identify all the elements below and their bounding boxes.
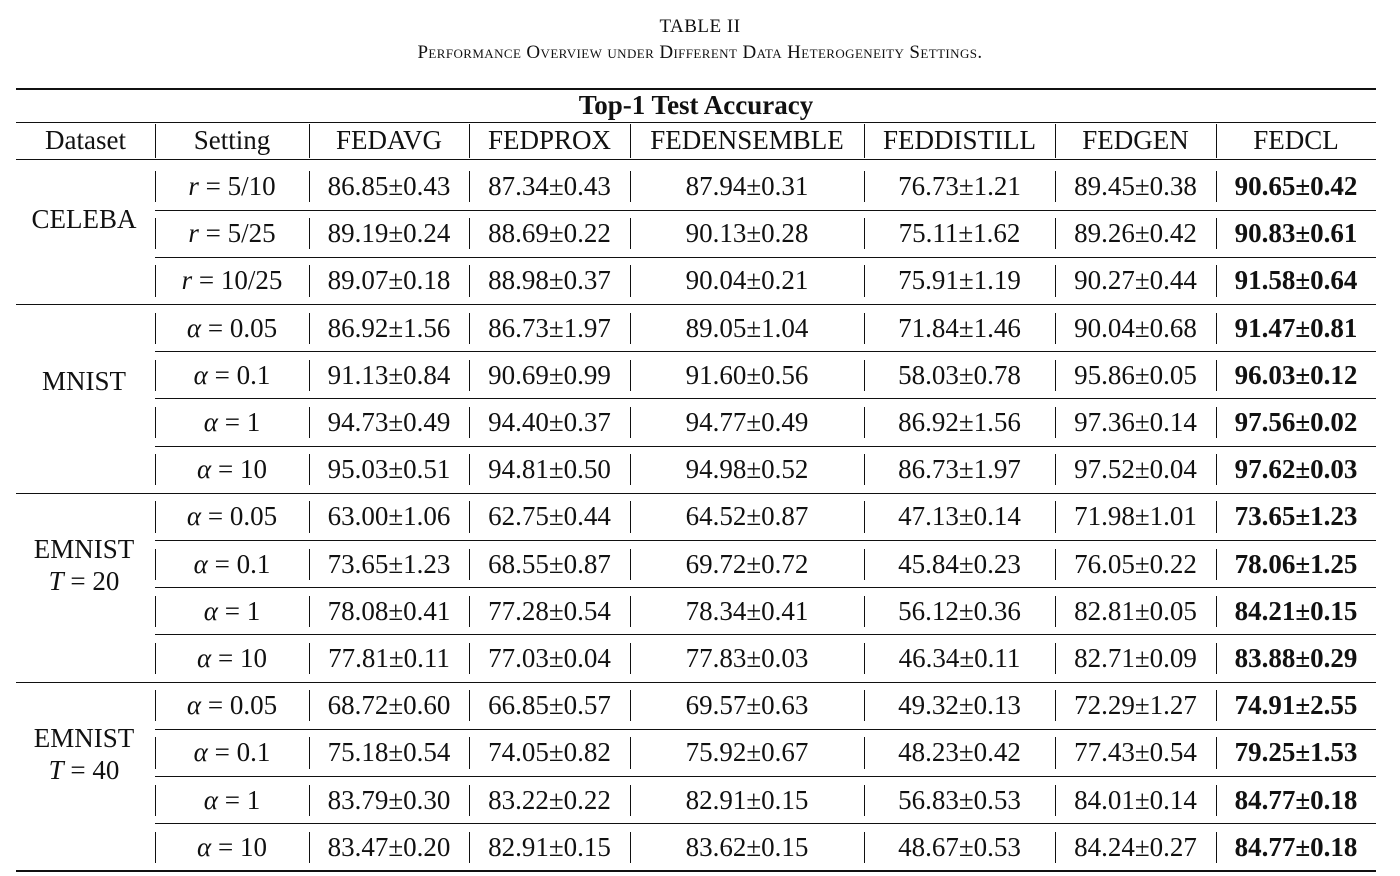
setting-variable: α (203, 784, 218, 815)
column-header-setting: Setting (193, 124, 271, 155)
setting-value: 0.05 (229, 501, 278, 532)
group-header: Top-1 Test Accuracy (578, 89, 814, 120)
setting-value: 10 (239, 454, 267, 485)
fedcl-value-cell: 96.03±0.12 (1234, 359, 1358, 390)
value-cell: 82.91±0.15 (488, 831, 611, 862)
dataset-sub-variable: T (48, 566, 64, 597)
bottom-rule (16, 870, 1376, 872)
value-cell: 64.52±0.87 (685, 501, 809, 532)
value-cell: 71.84±1.46 (898, 312, 1021, 343)
setting-variable: α (193, 737, 208, 768)
value-cell: 97.52±0.04 (1074, 454, 1197, 485)
value-cell: 86.92±1.56 (898, 407, 1021, 438)
value-cell: 97.36±0.14 (1074, 407, 1197, 438)
setting-variable: α (186, 501, 202, 532)
value-cell: 87.34±0.43 (488, 171, 611, 202)
equals-sign: = (201, 312, 230, 343)
value-cell: 86.85±0.43 (327, 171, 451, 202)
value-cell: 75.91±1.19 (898, 265, 1021, 296)
dataset-label: EMNIST (33, 534, 135, 565)
fedcl-value-cell: 83.88±0.29 (1234, 643, 1358, 674)
value-cell: 90.27±0.44 (1074, 265, 1197, 296)
value-cell: 88.69±0.22 (488, 218, 611, 249)
fedcl-value-cell: 84.77±0.18 (1234, 784, 1358, 815)
value-cell: 86.73±1.97 (488, 312, 611, 343)
fedcl-value-cell: 74.91±2.55 (1234, 690, 1358, 721)
equals-sign: = (207, 548, 237, 579)
value-cell: 90.13±0.28 (685, 218, 809, 249)
value-cell: 91.60±0.56 (685, 359, 809, 390)
value-cell: 49.32±0.13 (898, 690, 1021, 721)
value-cell: 89.07±0.18 (327, 265, 451, 296)
fedcl-value-cell: 78.06±1.25 (1234, 548, 1358, 579)
value-cell: 90.04±0.21 (685, 265, 809, 296)
header-separator (309, 124, 310, 158)
column-header-fedgen: FEDGEN (1082, 124, 1189, 155)
setting-cell (155, 777, 309, 824)
value-cell: 68.72±0.60 (327, 690, 451, 721)
value-cell: 78.08±0.41 (327, 595, 451, 626)
equals-sign: = (211, 454, 240, 485)
equals-sign: = (207, 737, 237, 768)
table-caption: Performance Overview under Different Data Heterogeneity Settings. (417, 42, 983, 63)
setting-value: 0.1 (236, 359, 271, 390)
dataset-name (16, 493, 152, 682)
value-cell: 58.03±0.78 (898, 359, 1021, 390)
value-cell: 74.05±0.82 (488, 737, 611, 768)
value-cell: 95.03±0.51 (327, 454, 451, 485)
value-cell: 76.05±0.22 (1074, 548, 1197, 579)
column-header-fedensemble: FEDENSEMBLE (650, 124, 844, 155)
value-cell: 77.28±0.54 (488, 595, 611, 626)
value-cell: 77.03±0.04 (488, 643, 611, 674)
header-separator (1055, 124, 1056, 158)
fedcl-value-cell: 97.56±0.02 (1234, 407, 1358, 438)
equals-sign: = (198, 218, 228, 249)
setting-value: 1 (246, 595, 261, 626)
value-cell: 48.23±0.42 (898, 737, 1021, 768)
fedcl-value-cell: 97.62±0.03 (1234, 454, 1358, 485)
value-cell: 47.13±0.14 (898, 501, 1021, 532)
value-cell: 83.62±0.15 (685, 831, 809, 862)
value-cell: 83.79±0.30 (327, 784, 451, 815)
fedcl-value-cell: 73.65±1.23 (1234, 501, 1358, 532)
setting-variable: α (203, 407, 218, 438)
setting-variable: α (197, 454, 212, 485)
fedcl-value-cell: 91.58±0.64 (1234, 265, 1358, 296)
fedcl-value-cell: 91.47±0.81 (1234, 312, 1358, 343)
value-cell: 46.34±0.11 (898, 643, 1021, 674)
value-cell: 63.00±1.06 (327, 501, 451, 532)
value-cell: 69.57±0.63 (685, 690, 809, 721)
setting-value: 5/10 (227, 171, 276, 202)
value-cell: 56.12±0.36 (898, 595, 1021, 626)
value-cell: 86.92±1.56 (327, 312, 451, 343)
value-cell: 84.24±0.27 (1074, 831, 1197, 862)
setting-value: 0.05 (229, 690, 278, 721)
setting-cell (155, 163, 309, 210)
value-cell: 83.47±0.20 (327, 831, 451, 862)
dataset-label: EMNIST (33, 723, 135, 754)
value-cell: 76.73±1.21 (898, 171, 1021, 202)
dataset-sub-label (49, 754, 120, 786)
value-cell: 89.26±0.42 (1074, 218, 1197, 249)
value-cell: 90.69±0.99 (488, 359, 611, 390)
setting-variable: r (188, 171, 199, 202)
value-cell: 86.73±1.97 (898, 454, 1021, 485)
value-cell: 72.29±1.27 (1074, 690, 1197, 721)
equals-sign: = (211, 643, 240, 674)
value-cell: 77.81±0.11 (328, 643, 450, 674)
fedcl-value-cell: 90.83±0.61 (1234, 218, 1358, 249)
column-header-fedcl: FEDCL (1253, 124, 1339, 155)
value-cell: 69.72±0.72 (685, 548, 809, 579)
value-cell: 62.75±0.44 (488, 501, 611, 532)
fedcl-value-cell: 84.77±0.18 (1234, 831, 1358, 862)
dataset-sub-value: = 20 (63, 566, 120, 597)
equals-sign: = (201, 501, 230, 532)
value-cell: 94.98±0.52 (685, 454, 809, 485)
value-cell: 71.98±1.01 (1074, 501, 1197, 532)
setting-variable: α (203, 595, 218, 626)
value-cell: 78.34±0.41 (685, 595, 809, 626)
value-cell: 94.81±0.50 (488, 454, 611, 485)
value-cell: 89.19±0.24 (327, 218, 451, 249)
setting-cell (155, 588, 309, 635)
setting-cell (155, 635, 309, 682)
setting-variable: α (197, 831, 212, 862)
dataset-name (16, 682, 152, 871)
setting-variable: α (193, 548, 208, 579)
value-cell: 84.01±0.14 (1074, 784, 1197, 815)
value-cell: 89.45±0.38 (1074, 171, 1197, 202)
setting-cell (155, 729, 309, 776)
equals-sign: = (201, 690, 230, 721)
equals-sign: = (217, 595, 247, 626)
setting-value: 0.1 (236, 548, 271, 579)
dataset-name (16, 163, 152, 305)
value-cell: 89.05±1.04 (685, 312, 809, 343)
setting-variable: α (186, 690, 202, 721)
column-header-fedprox: FEDPROX (487, 124, 612, 155)
setting-cell (155, 541, 309, 588)
dataset-sub-label (49, 565, 120, 597)
setting-value: 10/25 (220, 265, 283, 296)
value-cell: 75.11±1.62 (898, 218, 1021, 249)
value-cell: 83.22±0.22 (488, 784, 611, 815)
value-cell: 82.71±0.09 (1074, 643, 1197, 674)
dataset-sub-value: = 40 (63, 755, 120, 786)
value-cell: 73.65±1.23 (327, 548, 451, 579)
value-cell: 94.73±0.49 (327, 407, 451, 438)
value-cell: 75.18±0.54 (327, 737, 451, 768)
header-separator (469, 124, 470, 158)
value-cell: 68.55±0.87 (488, 548, 611, 579)
table-number: TABLE II (659, 16, 741, 37)
setting-variable: r (181, 265, 193, 296)
equals-sign: = (217, 784, 247, 815)
value-cell: 91.13±0.84 (327, 359, 451, 390)
setting-value: 0.1 (236, 737, 271, 768)
setting-cell (155, 824, 309, 871)
header-separator (1216, 124, 1217, 158)
equals-sign: = (217, 407, 247, 438)
setting-cell (155, 352, 309, 399)
value-cell: 66.85±0.57 (488, 690, 611, 721)
value-cell: 82.91±0.15 (685, 784, 809, 815)
value-cell: 95.86±0.05 (1074, 359, 1197, 390)
setting-value: 10 (239, 831, 267, 862)
equals-sign: = (192, 265, 221, 296)
header-separator (630, 124, 631, 158)
setting-value: 5/25 (227, 218, 276, 249)
setting-variable: α (186, 312, 202, 343)
column-header-fedavg: FEDAVG (335, 124, 443, 155)
equals-sign: = (211, 831, 240, 862)
fedcl-value-cell: 90.65±0.42 (1234, 171, 1358, 202)
setting-variable: r (188, 218, 199, 249)
value-cell: 90.04±0.68 (1074, 312, 1197, 343)
value-cell: 94.40±0.37 (488, 407, 611, 438)
header-separator (155, 124, 156, 158)
setting-cell (155, 305, 309, 352)
column-header-dataset: Dataset (45, 124, 126, 155)
value-cell: 48.67±0.53 (898, 831, 1021, 862)
equals-sign: = (198, 171, 228, 202)
value-cell: 94.77±0.49 (685, 407, 809, 438)
setting-cell (155, 399, 309, 446)
setting-cell (155, 493, 309, 540)
setting-cell (155, 257, 309, 304)
header-separator (864, 124, 865, 158)
value-cell: 77.43±0.54 (1074, 737, 1197, 768)
value-cell: 75.92±0.67 (685, 737, 809, 768)
setting-value: 1 (246, 784, 261, 815)
dataset-name (16, 305, 152, 494)
fedcl-value-cell: 84.21±0.15 (1234, 595, 1358, 626)
equals-sign: = (207, 359, 237, 390)
setting-variable: α (193, 359, 208, 390)
setting-value: 0.05 (229, 312, 278, 343)
header-rule (16, 159, 1376, 160)
value-cell: 88.98±0.37 (488, 265, 611, 296)
dataset-label: MNIST (41, 365, 126, 396)
value-cell: 77.83±0.03 (685, 643, 809, 674)
setting-variable: α (197, 643, 212, 674)
column-header-feddistill: FEDDISTILL (883, 124, 1036, 155)
value-cell: 82.81±0.05 (1074, 595, 1197, 626)
setting-cell (155, 682, 309, 729)
dataset-sub-variable: T (48, 755, 64, 786)
fedcl-value-cell: 79.25±1.53 (1234, 737, 1358, 768)
dataset-label: CELEBA (31, 204, 137, 234)
value-cell: 56.83±0.53 (898, 784, 1021, 815)
value-cell: 45.84±0.23 (898, 548, 1021, 579)
setting-value: 10 (239, 643, 267, 674)
setting-cell (155, 446, 309, 493)
setting-value: 1 (246, 407, 261, 438)
value-cell: 87.94±0.31 (685, 171, 809, 202)
setting-cell (155, 210, 309, 257)
